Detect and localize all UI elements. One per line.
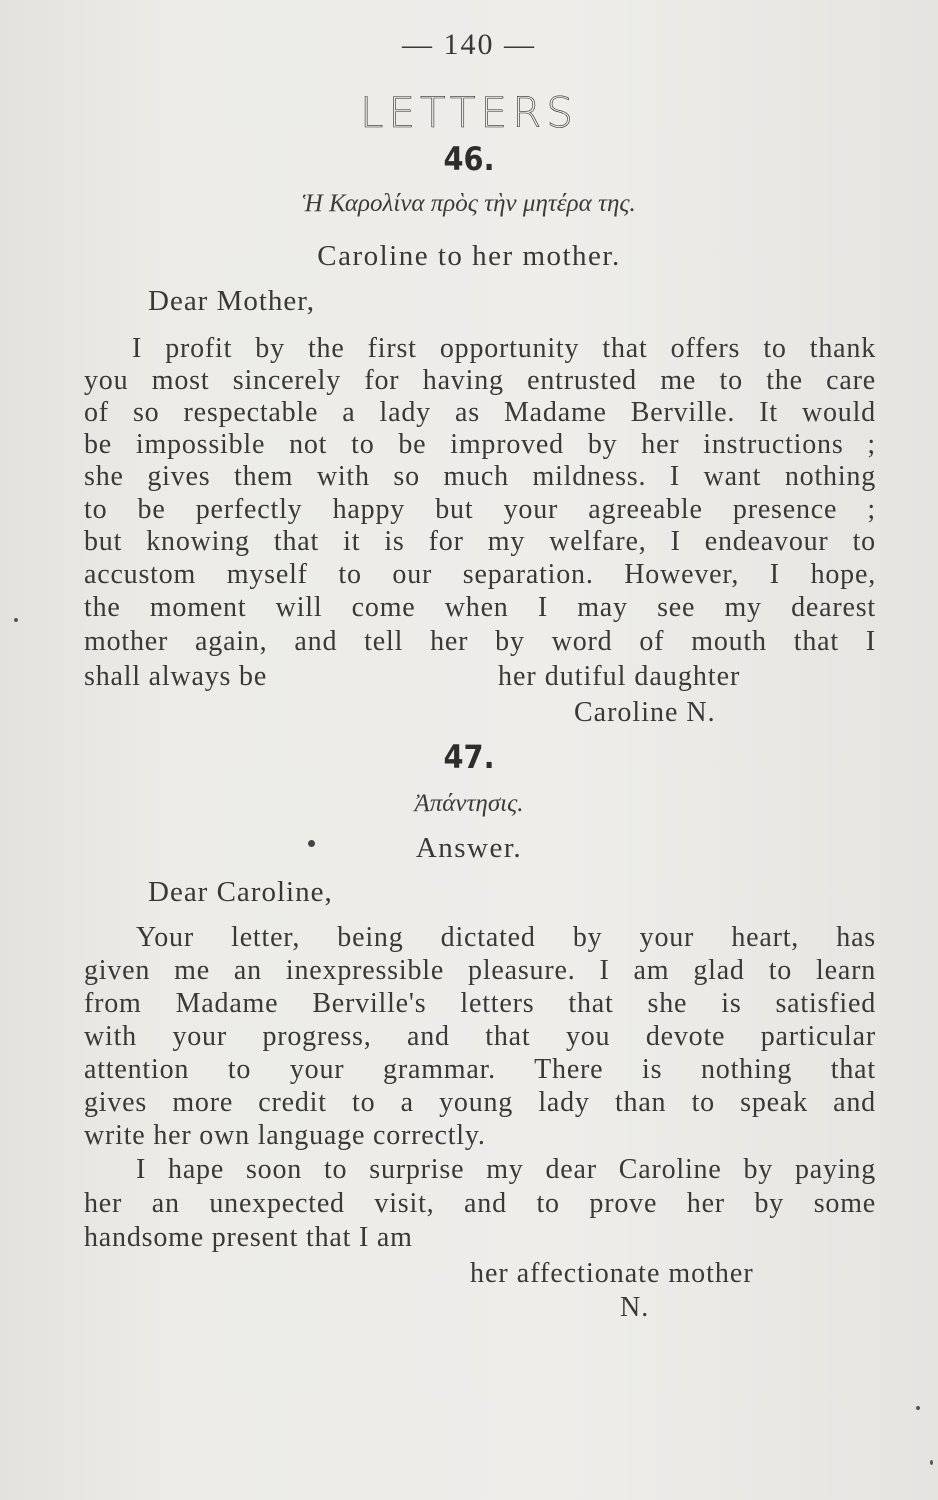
letter-46-line: be impossible not to be improved by her instructions ; xyxy=(84,429,876,460)
paper-speck xyxy=(916,1406,920,1410)
letter-47-line: given me an inexpressible pleasure. I am glad to learn xyxy=(84,955,876,986)
letter-47-line: handsome present that I am xyxy=(84,1222,413,1253)
letter-47-closing: her affectionate mother xyxy=(470,1258,754,1289)
letter-46-english-title: Caroline to her mother. xyxy=(317,240,621,272)
paper-speck xyxy=(930,1460,933,1465)
letter-47-english-title: Answer. xyxy=(415,832,523,864)
letter-47-line: attention to your grammar. There is nothing that xyxy=(84,1054,876,1085)
letter-47-line: with your progress, and that you devote particular xyxy=(84,1021,876,1052)
letter-47-number: 47. xyxy=(443,738,495,776)
letter-46-line: of so respectable a lady as Madame Berville. It would xyxy=(84,397,876,428)
letter-46-line: shall always be xyxy=(84,661,268,692)
letter-46-line: accustom myself to our separation. However, I hope, xyxy=(84,559,876,590)
letter-46-greek-title: Ἡ Καρολίνα πρὸς τὴν μητέρα της. xyxy=(302,190,636,217)
letter-47-line: Your letter, being dictated by your heart, has xyxy=(136,922,876,953)
letter-46-line: I profit by the first opportunity that offers to thank xyxy=(132,333,876,364)
letter-47-line: I hape soon to surprise my dear Caroline by paying xyxy=(136,1154,876,1185)
paper-speck xyxy=(14,618,18,622)
letter-47-signature: N. xyxy=(620,1292,650,1323)
letter-46-line: to be perfectly happy but your agreeable presence ; xyxy=(84,494,876,525)
letter-46-closing: her dutiful daughter xyxy=(498,661,741,692)
letter-46-signature: Caroline N. xyxy=(574,697,716,728)
section-title: LETTERS xyxy=(360,88,578,137)
letter-46-line: mother again, and tell her by word of mouth that I xyxy=(84,626,876,657)
paper-speck xyxy=(308,840,315,847)
letter-46-number: 46. xyxy=(443,140,495,178)
letter-46-line: you most sincerely for having entrusted me to the care xyxy=(84,365,876,396)
page-number: — 140 — xyxy=(402,28,536,61)
letter-47-line: gives more credit to a young lady than to speak and xyxy=(84,1087,876,1118)
letter-47-line: write her own language correctly. xyxy=(84,1120,486,1151)
letter-47-line: her an unexpected visit, and to prove her by some xyxy=(84,1188,876,1219)
letter-47-greek-title: Ἀπάντησις. xyxy=(414,790,524,817)
letter-47-salutation: Dear Caroline, xyxy=(148,876,333,908)
letter-46-salutation: Dear Mother, xyxy=(148,285,316,317)
letter-46-line: she gives them with so much mildness. I want nothing xyxy=(84,461,876,492)
letter-46-line: the moment will come when I may see my dearest xyxy=(84,592,876,623)
letter-47-line: from Madame Berville's letters that she is satisfied xyxy=(84,988,876,1019)
letter-46-line: but knowing that it is for my welfare, I endeavour to xyxy=(84,526,876,557)
